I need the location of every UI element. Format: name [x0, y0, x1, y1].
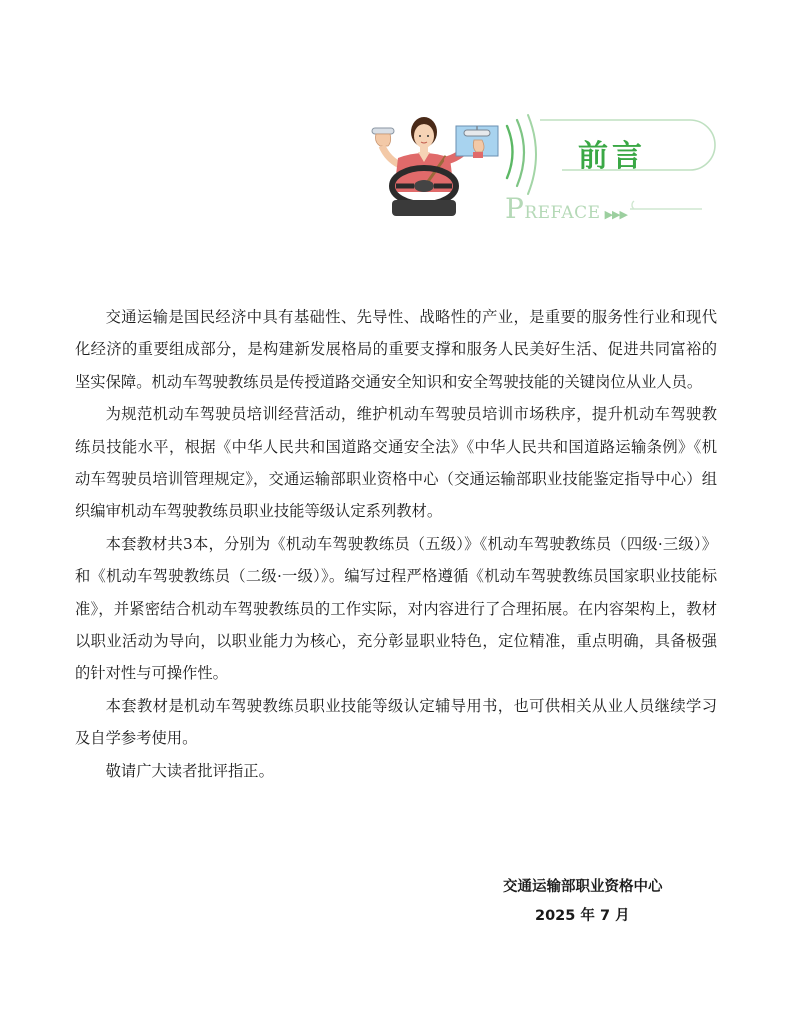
triple-arrow-icon: ▶▶▶ [604, 208, 627, 221]
paragraph: 交通运输是国民经济中具有基础性、先导性、战略性的产业，是重要的服务性行业和现代化经济的重要组成部分，是构建新发展格局的重要支撑和服务人民美好生活、促进共同富裕的坚实保障。机动车驾驶教练员是传授道路交通安全知识和安全驾驶技能的关键岗位从业人员。 [75, 308, 717, 391]
signature-organization: 交通运输部职业资格中心 [503, 879, 663, 895]
paragraph: 本套教材共3本，分别为《机动车驾驶教练员（五级）》《机动车驾驶教练员（四级·三级）》和《机动车驾驶教练员（二级·一级）》。编写过程严格遵循《机动车驾驶教练员国家职业技能标准》，并紧密结合机动车驾驶教练员的工作实际，对内容进行了合理拓展。在内容架构上，教材以职业活动为导向，以职业能力为核心，充分彰显职业特色，定位精准，重点明确，具备极强的针对性与可操作性。 [75, 534, 717, 683]
subtitle-underline-hook [632, 201, 634, 209]
signature-block [503, 873, 683, 931]
paragraph: 敬请广大读者批评指正。 [105, 761, 274, 780]
paragraph: 本套教材是机动车驾驶教练员职业技能等级认定辅导用书，也可供相关从业人员继续学习及自学参考使用。 [75, 696, 717, 748]
subtitle-rest: REFACE [524, 203, 601, 223]
left-hand-icon [372, 128, 402, 166]
subtitle-initial: P [505, 192, 525, 225]
preface-body [75, 301, 717, 787]
signature-date: 2025 年 7 月 [535, 908, 630, 924]
page-subtitle [505, 192, 627, 225]
paragraph: 为规范机动车驾驶员培训经营活动，维护机动车驾驶员培训市场秩序，提升机动车驾驶教练员技能水平，根据《中华人民共和国道路交通安全法》《中华人民共和国道路运输条例》《机动车驾驶员培训管理规定》，交通运输部职业资格中心（交通运输部职业技能鉴定指导中心）组织编审机动车驾驶教练员职业技能等级认定系列教材。 [75, 405, 717, 521]
rearview-mirror-icon [456, 126, 498, 158]
page-title: 前言 [578, 139, 646, 174]
wave-arcs [507, 115, 536, 194]
